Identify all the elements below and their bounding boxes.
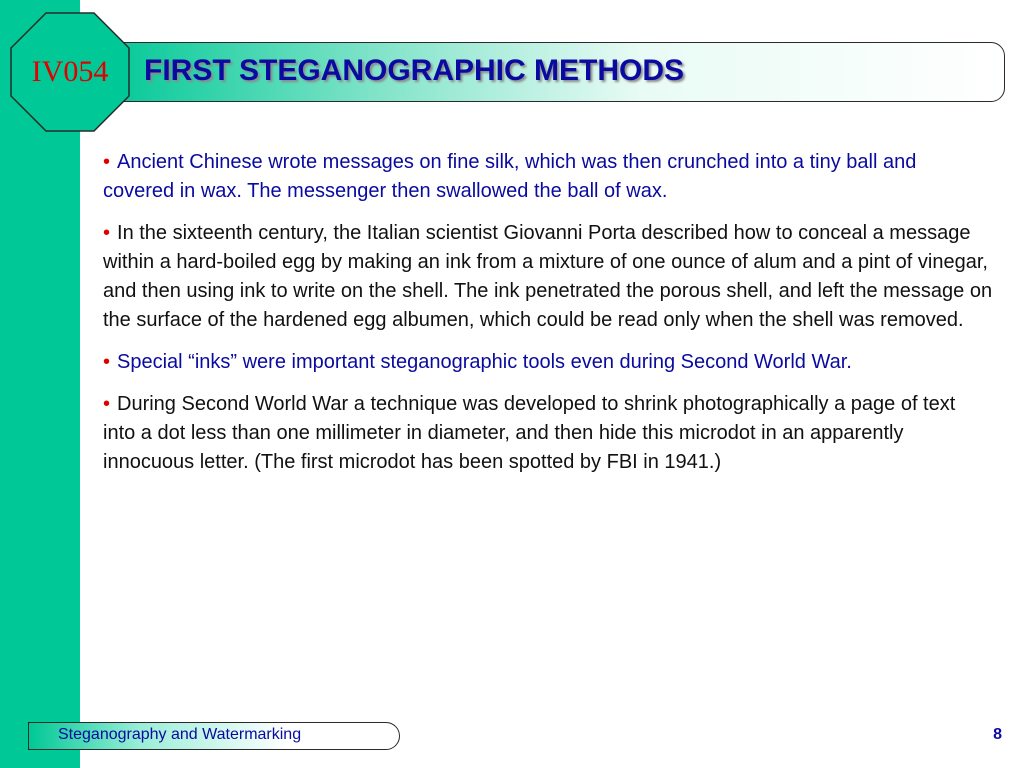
bullet-marker: •: [103, 393, 111, 415]
bullet-marker: •: [103, 222, 111, 244]
page-number: 8: [993, 726, 1002, 743]
bullet-text: During Second World War a technique was developed to shrink photographically a page of text into a dot less than one millimeter in diameter, and then hide this microdot in an apparently innocuous letter. (The first microdot has been spotted by FBI in 1941.): [103, 393, 956, 473]
course-code: IV054: [31, 55, 109, 88]
bullet-marker: •: [103, 151, 111, 173]
bullet-marker: •: [103, 351, 111, 373]
bullet-text: Special “inks” were important steganographic tools even during Second World War.: [117, 351, 852, 373]
bullet-text: In the sixteenth century, the Italian scientist Giovanni Porta described how to conceal a message within a hard-boiled egg by making an ink from a mixture of one ounce of alum and a pint of vinegar, and then using ink to write on the shell. The ink penetrated the porous shell, and left the message on the surface of the hardened egg albumen, which could be read only when the shell was removed.: [103, 222, 993, 331]
bullet-item: [103, 148, 993, 206]
bullet-item: [103, 348, 993, 377]
bullet-item: [103, 219, 993, 335]
bullet-item: [103, 390, 993, 477]
bullet-text: Ancient Chinese wrote messages on fine silk, which was then crunched into a tiny ball and covered in wax. The messenger then swallowed the ball of wax.: [103, 151, 917, 202]
footer-label: Steganography and Watermarking: [58, 726, 302, 743]
slide-body: [103, 148, 993, 490]
slide-title: FIRST STEGANOGRAPHIC METHODS: [144, 54, 685, 87]
